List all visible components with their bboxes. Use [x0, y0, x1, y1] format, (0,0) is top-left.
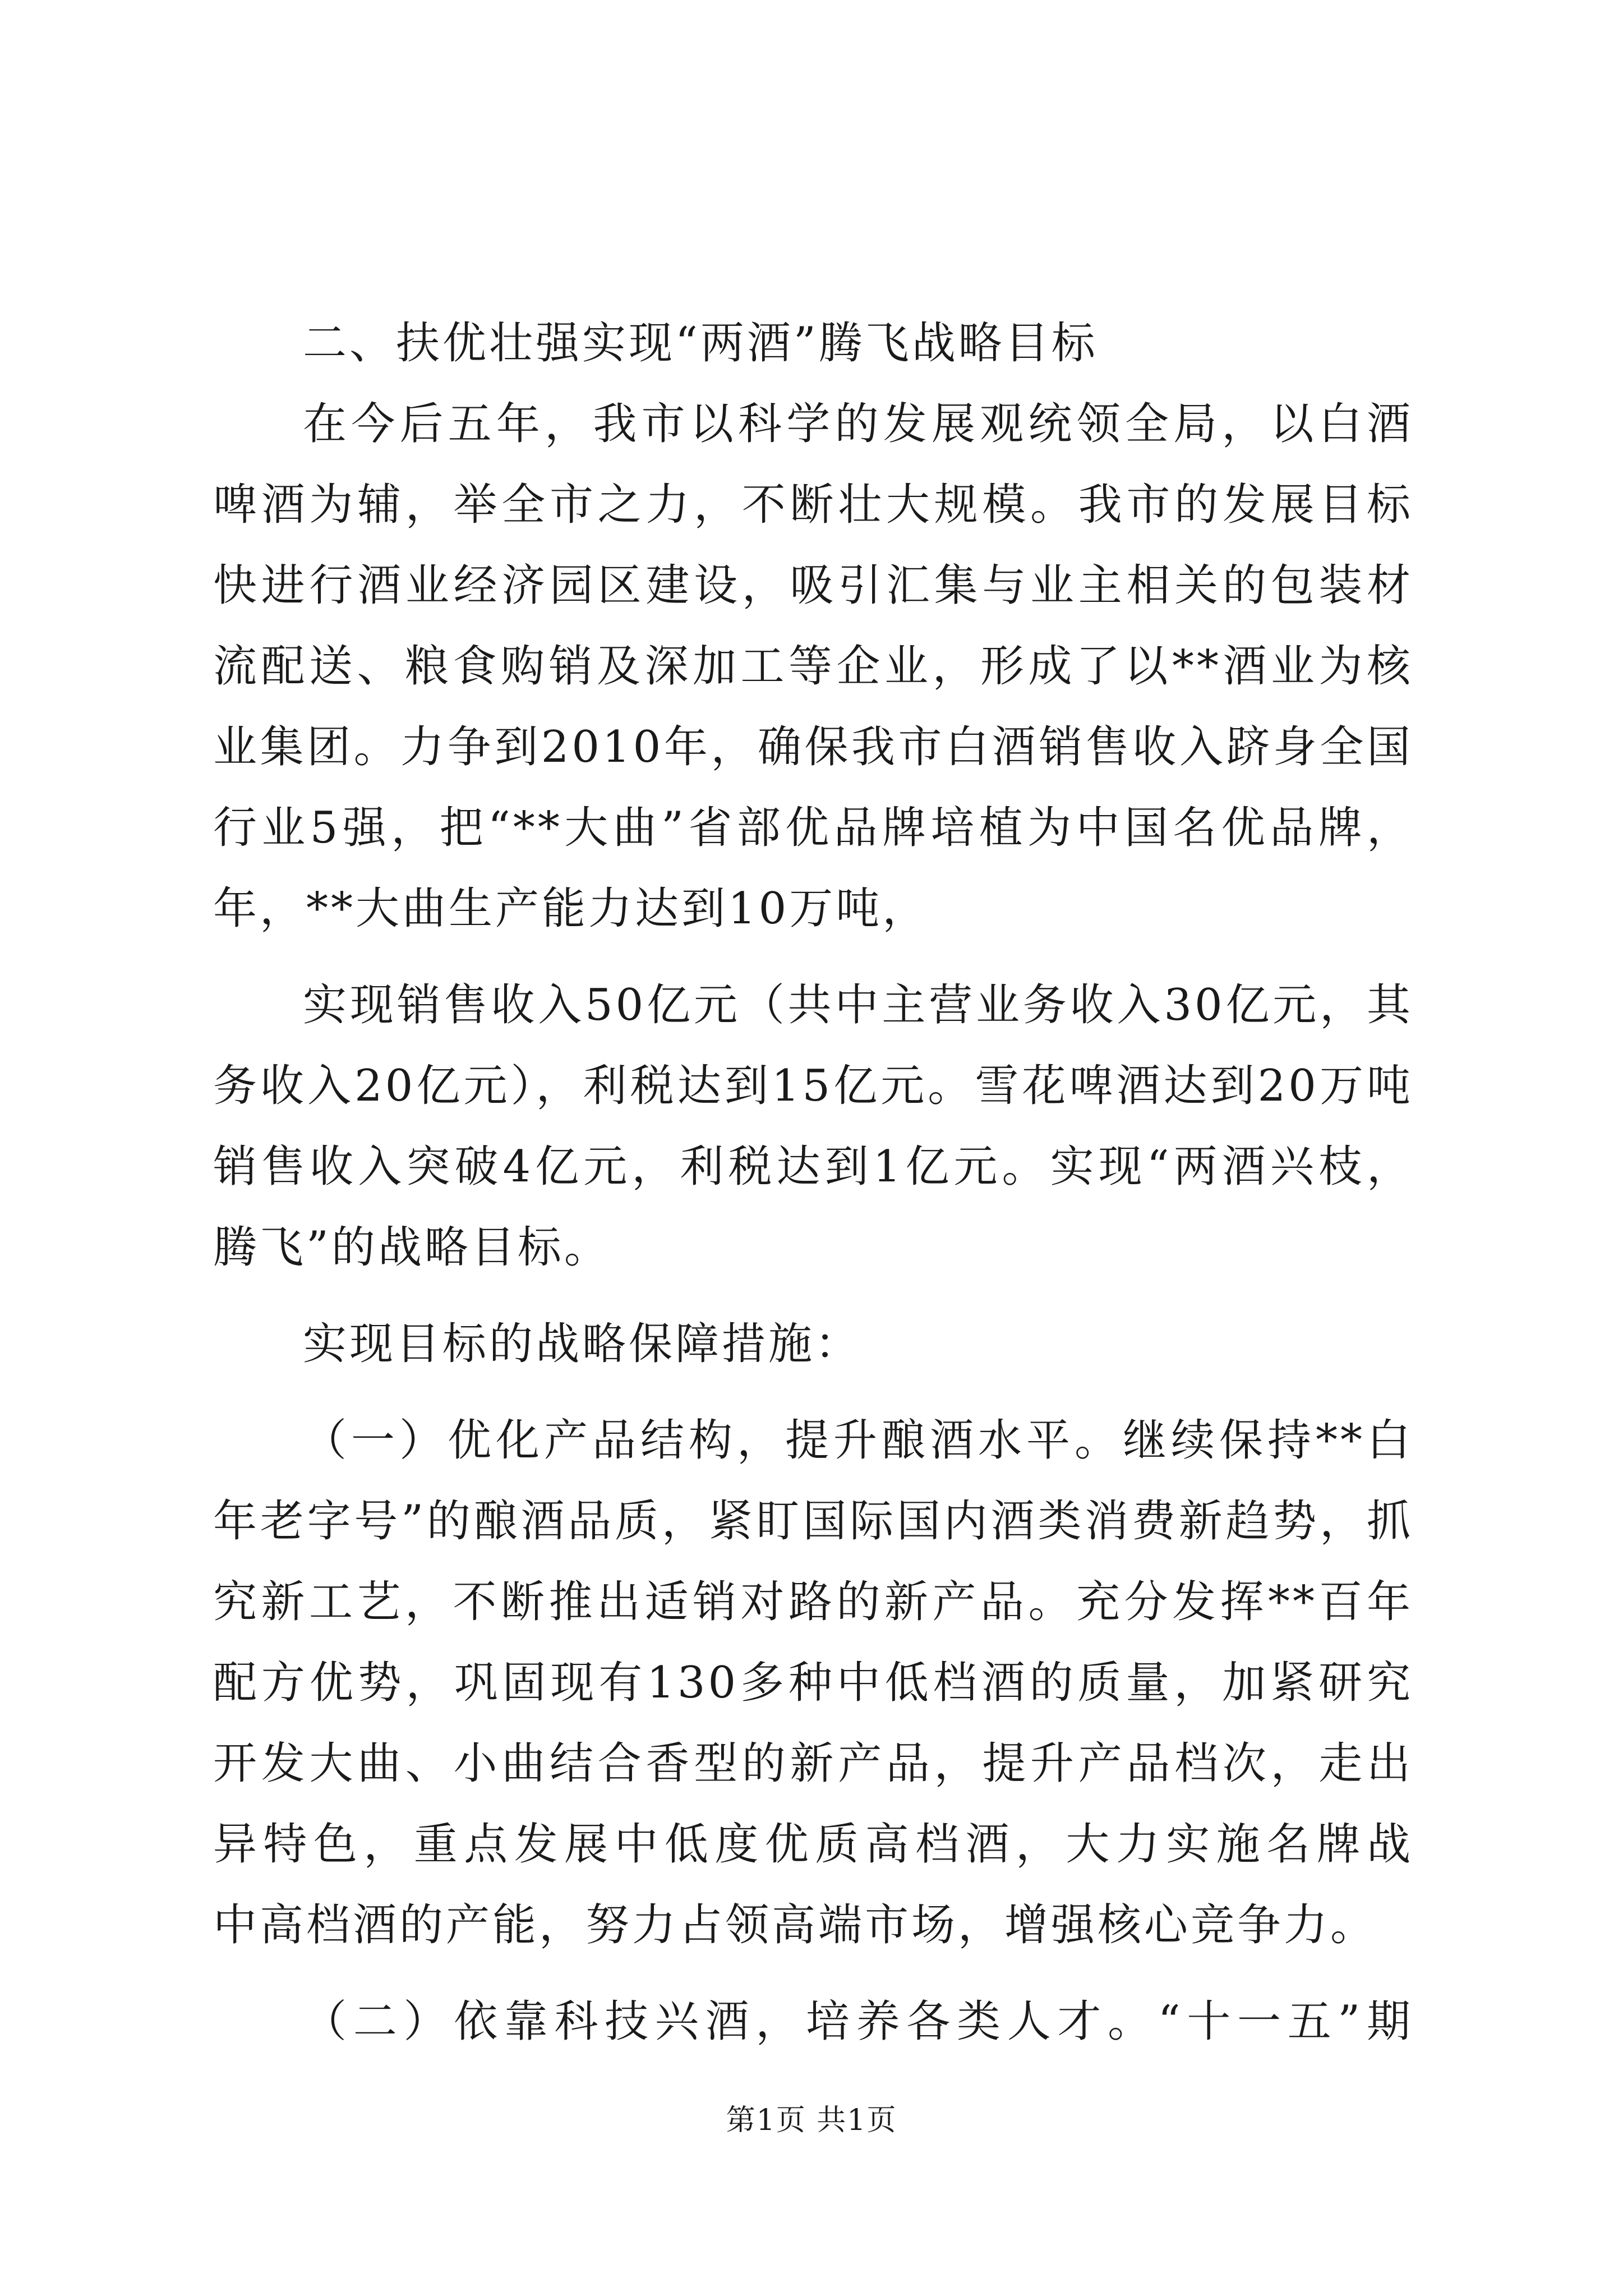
text-line: 配方优势，巩固现有130多种中低档酒的质量，加紧研究 — [213, 1658, 1413, 1708]
text-line: 开发大曲、小曲结合香型的新产品，提升产品档次，走出 — [213, 1738, 1413, 1789]
text-line: 腾飞”的战略目标。 — [213, 1222, 611, 1273]
section-heading: 二、扶优壮强实现“两酒”腾飞战略目标 — [303, 318, 1098, 369]
text-line: 在今后五年，我市以科学的发展观统领全局，以白酒 — [303, 399, 1413, 449]
paragraph-product-structure — [213, 1400, 1413, 1966]
text-line: 实现销售收入50亿元（共中主营业务收入30亿元，其 — [303, 980, 1413, 1030]
page-number: 第1页 共1页 — [726, 2104, 897, 2137]
text-line: 销售收入突破4亿元，利税达到1亿元。实现“两酒兴枝， — [213, 1142, 1413, 1192]
text-line: 啤酒为辅，举全市之力，不断壮大规模。我市的发展目标 — [213, 480, 1413, 530]
text-line: 流配送、粮食购销及深加工等企业，形成了以**酒业为核 — [213, 641, 1413, 692]
paragraph-development-goals — [213, 384, 1413, 949]
paragraph-sales-targets — [213, 965, 1413, 1288]
text-line: 年老字号”的酿酒品质，紧盯国际国内酒类消费新趋势，抓 — [213, 1496, 1413, 1547]
text-line: 究新工艺，不断推出适销对路的新产品。充分发挥**百年 — [213, 1577, 1413, 1627]
text-line: 务收入20亿元），利税达到15亿元。雪花啤酒达到20万吨 — [213, 1061, 1413, 1111]
text-line: 快进行酒业经济园区建设，吸引汇集与业主相关的包装材 — [213, 560, 1413, 611]
text-line: 中高档酒的产能，努力占领高端市场，增强核心竞争力。 — [213, 1900, 1377, 1950]
text-line: 业集团。力争到2010年，确保我市白酒销售收入跻身全国 — [213, 722, 1413, 772]
paragraph-measures-intro: 实现目标的战略保障措施： — [303, 1319, 862, 1369]
text-line: 行业5强，把“**大曲”省部优品牌培植为中国名优品牌， — [213, 803, 1413, 853]
text-line: 年，**大曲生产能力达到10万吨， — [213, 884, 929, 934]
text-line: 异特色，重点发展中低度优质高档酒，大力实施名牌战 — [213, 1819, 1413, 1870]
document-body — [213, 303, 1413, 2062]
text-line: （一）优化产品结构，提升酿酒水平。继续保持**白 — [303, 1415, 1413, 1466]
paragraph-technology-talent: （二）依靠科技兴酒，培养各类人才。“十一五”期 — [303, 1996, 1413, 2047]
